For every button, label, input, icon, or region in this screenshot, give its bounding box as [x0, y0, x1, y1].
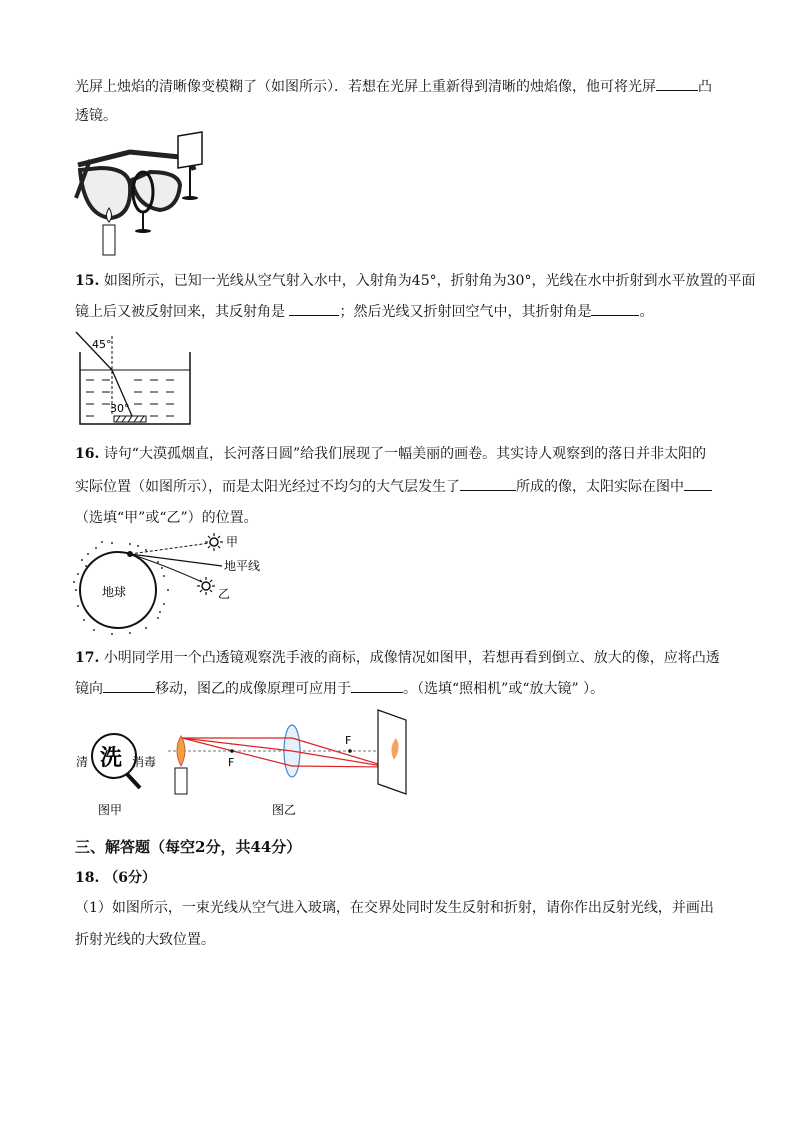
q14-text-2: 透镜。: [75, 108, 117, 124]
candle-flame-yi: [177, 736, 185, 766]
q18-text-2: 折射光线的大致位置。: [75, 932, 215, 948]
focus-left: [230, 749, 234, 753]
q15-line-2: [75, 301, 653, 322]
q16-text-2a: 实际位置（如图所示），而是太阳光经过不均匀的大气层发生了: [75, 479, 460, 495]
q17-line-2: [75, 678, 604, 699]
q14-text-end: 凸: [698, 79, 712, 95]
q14-blank[interactable]: [656, 76, 698, 91]
label-horizon: 地平线: [224, 559, 261, 573]
q16-line-3: [75, 508, 258, 528]
candle-yi: [175, 768, 187, 794]
q14-text: 光屏上烛焰的清晰像变模糊了（如图所示）．若想在光屏上重新得到清晰的烛焰像，他可将光屏: [75, 79, 656, 95]
q16-line-2: [75, 476, 712, 497]
figure-jia-caption: 图甲: [98, 803, 123, 817]
q14-line-1: [75, 76, 712, 97]
q16-line-1: [75, 444, 706, 464]
sun-yi-icon: [197, 577, 215, 595]
label-yi: 乙: [218, 587, 231, 601]
q17-text-2c: 。（选填“照相机”或“放大镜”: [403, 681, 579, 697]
q17-text-2a: 镜向: [75, 681, 103, 697]
label-xiaodu: 消毒: [132, 755, 157, 769]
lens-imaging-figure: [72, 708, 422, 820]
focus-right: [348, 749, 352, 753]
q18-text: （1）如图所示，一束光线从空气进入玻璃，在交界处同时发生反射和折射，请你作出反射光线，并画出: [75, 900, 714, 916]
screen-base: [182, 196, 198, 200]
q16-text-3: （选填“甲”或“乙”）的位置。: [75, 510, 258, 526]
q18-line-1: [75, 898, 714, 918]
q16-text: 诗句“大漠孤烟直，长河落日圆”给我们展现了一幅美丽的画卷。其实诗人观察到的落日并非太阳的: [103, 446, 707, 462]
apparent-ray: [130, 543, 210, 554]
section-3-title: 三、解答题（每空2分，共44分）: [75, 838, 302, 856]
q15-text-2c: 。: [639, 304, 654, 320]
q14-line-2: [75, 106, 117, 126]
label-earth: 地球: [102, 585, 127, 599]
light-screen: [178, 132, 202, 168]
q15-text: 如图所示，已知一光线从空气射入水中，入射角为45°，折射角为30°，光线在水中折射到水平放置的平面: [103, 273, 756, 289]
q16-blank-1[interactable]: [460, 476, 516, 491]
q18-number: 18.: [75, 870, 100, 886]
q16-number: 16.: [75, 446, 100, 462]
glasses-lens-right: [132, 172, 180, 210]
q15-text-2b: ；然后光线又折射回空气中，其折射角是: [339, 304, 592, 320]
label-xi: 洗: [100, 746, 123, 771]
q17-text: 小明同学用一个凸透镜观察洗手液的商标，成像情况如图甲，若想再看到倒立、放大的像，应将凸透: [103, 650, 720, 666]
q15-blank-2[interactable]: [591, 301, 639, 316]
water-container: [80, 352, 190, 424]
q17-number: 17.: [75, 650, 100, 666]
q16-blank-2[interactable]: [684, 476, 712, 491]
q17-text-2b: 移动，图乙的成像原理可应用于: [155, 681, 351, 697]
q18-header: [75, 868, 156, 888]
q15-text-2a: 镜上后又被反射回来，其反射角是: [75, 304, 285, 320]
candle: [103, 225, 115, 255]
q17-blank-1[interactable]: [103, 678, 155, 693]
label-jia: 甲: [226, 535, 239, 549]
angle-30-label: 30°: [110, 402, 130, 415]
figure-yi-caption: 图乙: [272, 803, 297, 817]
q18-line-2: [75, 930, 215, 950]
q18-points: （6分）: [104, 870, 156, 886]
magnifier-handle: [127, 774, 140, 788]
label-qing: 清: [76, 755, 89, 769]
q16-text-2b: 所成的像，太阳实际在图中: [516, 479, 684, 495]
q15-line-1: [75, 271, 755, 291]
q17-blank-2[interactable]: [351, 678, 403, 693]
label-F-left: F: [228, 756, 235, 769]
glasses-candle-figure: [70, 130, 220, 258]
lens-base: [135, 229, 151, 233]
angle-45-label: 45°: [92, 338, 112, 351]
q17-line-1: [75, 648, 720, 668]
label-F-right: F: [345, 734, 352, 747]
earth-sun-figure: [72, 530, 272, 635]
q15-blank-1[interactable]: [289, 301, 339, 316]
sun-jia-icon: [205, 533, 223, 551]
glasses-lens-left: [80, 168, 130, 218]
refraction-water-figure: [72, 330, 198, 430]
q15-number: 15.: [75, 273, 100, 289]
q17-text-2d: ）。: [583, 681, 605, 697]
